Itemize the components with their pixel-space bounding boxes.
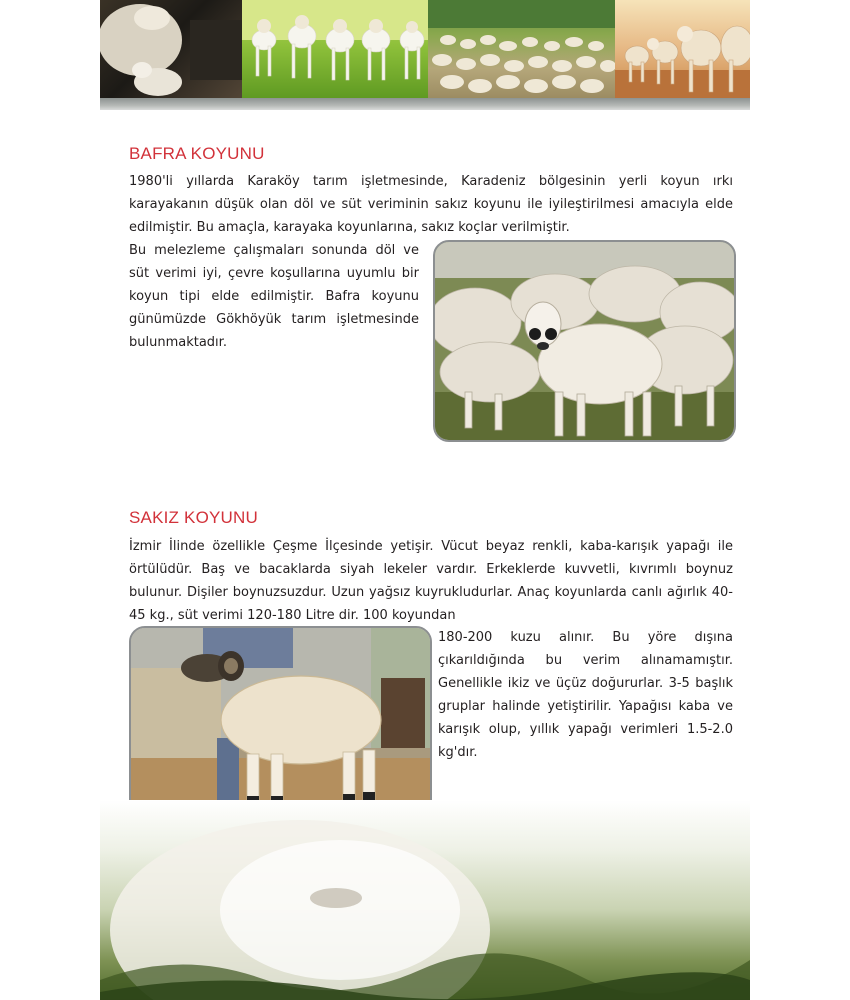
bafra-body-text: Bu melezleme çalışmaları sonunda döl ve süt verimi iyi, çevre koşullarına uyumlu bir koyun tipi elde edilmiştir. Bafra koyunu günümüzde Gökhöyük tarım işletmesinde bulunmaktadır. — [129, 243, 419, 350]
brochure-page — [100, 0, 750, 1000]
sakiz-intro-text: İzmir İlinde özellikle Çeşme İlçesinde yetişir. Vücut beyaz renkli, kaba-karışık yapağı ile örtülüdür. Baş ve bacaklarda siyah lekeler vardır. Erkeklerde kuvvetli, kıvrımlı boynuz bulunur. Dişiler boynuzsuzdur. Uzun yağsız kuyrukludurlar. Anaç koyunlarda canlı ağırlık 40-45 kg., süt verimi 120-180 Litre dir. 100 koyundan — [129, 539, 733, 623]
bottom-lamb-photo — [100, 800, 750, 1000]
sakiz-ram-photo — [129, 626, 432, 827]
flock-in-field-photo — [428, 0, 615, 98]
ewe-with-lamb-photo — [100, 0, 242, 98]
bafra-heading: BAFRA KOYUNU — [129, 144, 265, 163]
lambs-on-grass-photo — [242, 0, 428, 98]
photo-banner — [100, 0, 750, 98]
bafra-sheep-flock-photo — [433, 240, 736, 442]
sakiz-heading: SAKIZ KOYUNU — [129, 508, 258, 527]
sakiz-body-text: 180-200 kuzu alınır. Bu yöre dışına çıkarıldığında bu verim alınamamıştır. Genellikle ikiz ve üçüz doğururlar. 3-5 başlık gruplar halinde yetiştirilir. Yapağısı kaba ve karışık olup, yıllık yapağı verimleri 1.5-2.0 kg'dır. — [438, 630, 733, 760]
banner-divider — [100, 98, 750, 110]
sheep-in-sunset-photo — [615, 0, 750, 98]
bafra-intro-text: 1980'li yıllarda Karaköy tarım işletmesinde, Karadeniz bölgesinin yerli koyun ırkı karayakanın düşük olan döl ve süt veriminin sakız koyunu ile iyileştirilmesi amacıyla elde edilmiştir. Bu amaçla, karayaka koyunlarına, sakız koçlar verilmiştir. — [129, 174, 733, 235]
